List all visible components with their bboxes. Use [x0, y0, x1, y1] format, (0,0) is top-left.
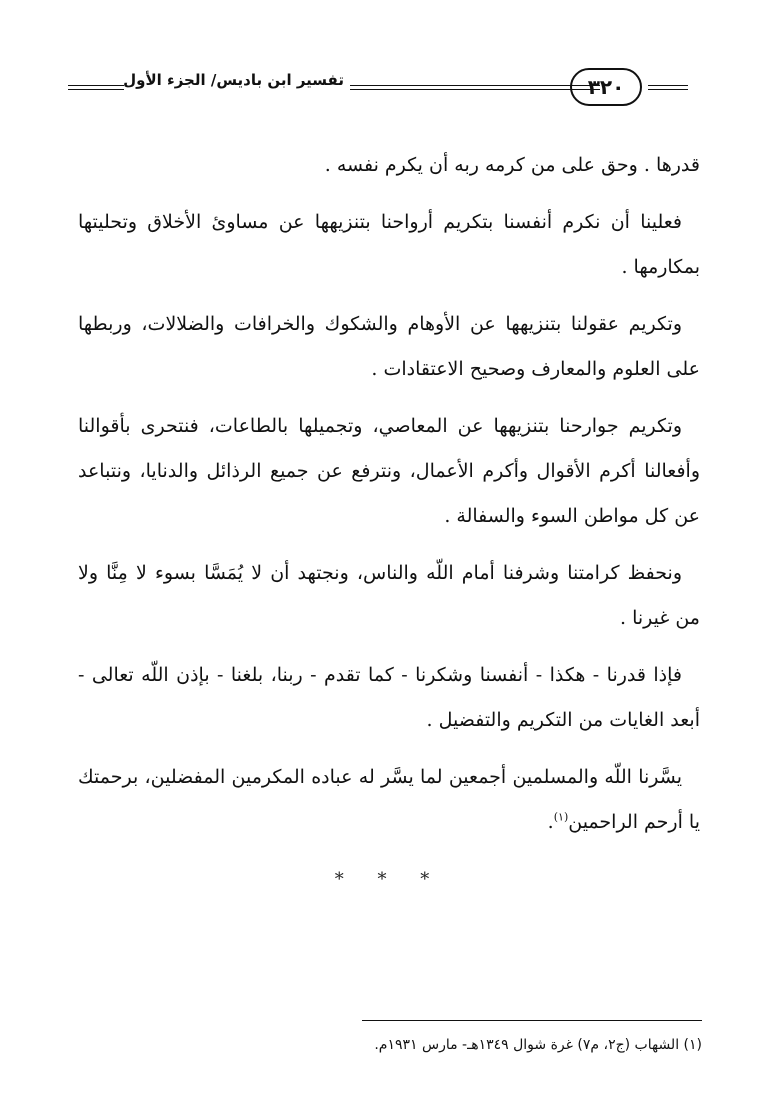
- footnote-rule: [362, 1020, 702, 1021]
- header-rule-left: [68, 85, 124, 90]
- header-rule-middle: [350, 85, 600, 90]
- paragraph: وتكريم عقولنا بتنزيهها عن الأوهام والشكوك والخرافات والضلالات، وربطها على العلوم والمعارف وصحيح الاعتقادات .: [78, 313, 700, 380]
- paragraph: فعلينا أن نكرم أنفسنا بتكريم أرواحنا بتنزيهها عن مساوئ الأخلاق وتحليتها بمكارمها .: [78, 211, 700, 278]
- paragraph: وتكريم جوارحنا بتنزيهها عن المعاصي، وتجميلها بالطاعات، فنتحرى بأقوالنا وأفعالنا أكرم الأقوال وأكرم الأعمال، ونترفع عن جميع الرذائل والدنايا، ونتباعد عن كل مواطن السوء والسفالة .: [78, 415, 700, 527]
- paragraph-text: يسَّرنا اللّه والمسلمين أجمعين لما يسَّر له عباده المكرمين المفضلين، برحمتك يا أرحم الراحمين: [78, 766, 700, 833]
- paragraph: ونحفظ كرامتنا وشرفنا أمام اللّه والناس، ونجتهد أن لا يُمَسَّا بسوء لا مِنَّا ولا من غيرنا .: [78, 562, 700, 629]
- paragraph-last: [78, 755, 700, 845]
- footnote: (١) الشهاب (ج٢، م٧) غرة شوال ١٣٤٩هـ- مارس ١٩٣١م.: [374, 1037, 702, 1053]
- page-number: ٣٢٠: [570, 68, 642, 106]
- paragraph: قدرها . وحق على من كرمه ربه أن يكرم نفسه .: [324, 154, 700, 176]
- main-text: [78, 143, 700, 902]
- running-title: تفسير ابن باديس/ الجزء الأول: [123, 71, 344, 89]
- section-separator: * * *: [334, 869, 444, 890]
- paragraph-end: .: [547, 811, 554, 833]
- page-header: [68, 62, 688, 110]
- footnote-marker: (١): [553, 810, 569, 824]
- paragraph: فإذا قدرنا - هكذا - أنفسنا وشكرنا - كما تقدم - ربنا، بلغنا - بإذن اللّه تعالى - أبعد الغايات من التكريم والتفضيل .: [78, 664, 700, 731]
- header-rule-right: [648, 85, 688, 90]
